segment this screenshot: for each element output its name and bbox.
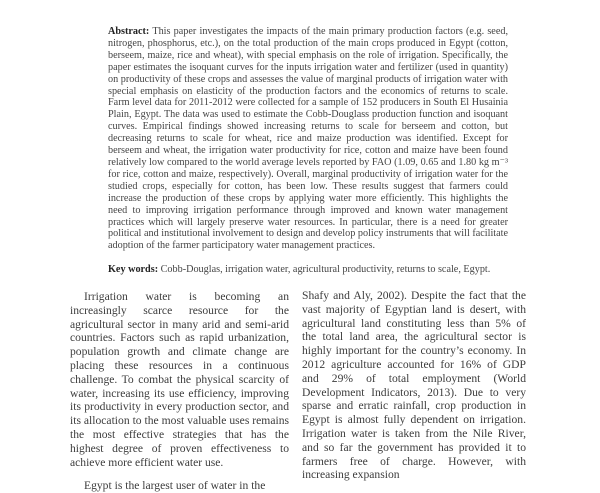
paragraph: Shafy and Aly, 2002). Despite the fact that the vast majority of Egyptian land is desert, with agricultural land constituting less than 5% of the total land area, the agricultural sector is highly important for the country’s economy. In 2012 agriculture accounted for 16% of GDP and 29% of total employment (World Development Indicators, 2013). Due to very sparse and erratic rainfall, crop production in Egypt is almost fully dependent on irrigation. Irrigation water is taken from the Nile River, and so far the government has provided it to farmers free of charge. However, with increasing expansion — [302, 289, 526, 482]
body-right-column — [302, 289, 526, 482]
keywords — [108, 264, 508, 276]
keywords-label: Key words: — [108, 264, 159, 275]
abstract — [108, 26, 508, 252]
abstract-text: This paper investigates the impacts of the main primary production factors (e.g. seed, nitrogen, phosphorus, etc.), on the total production of the main crops produced in Egypt (cotton, berseem, maize, rice and wheat), with special emphasis on the role of irrigation. Specifically, the paper estimates the isoquant curves for the inputs irrigation water and fertilizer (used in quantity) on productivity of these crops and assesses the value of marginal products of irrigation water with special emphasis on elasticity of the production factors and the economics of returns to scale. Farm level data for 2011-2012 were collected for a sample of 152 producers in South El Husainia Plain, Egypt. The data was used to estimate the Cobb-Douglass production function and isoquant curves. Empirical findings showed increasing returns to scale for berseem and cotton, but decreasing returns to scale for wheat, rice and maize production was identified. Except for berseem and wheat, the irrigation water productivity for rice, cotton and maize have been found relatively low compared to the world average levels reported by FAO (1.09, 0.65 and 1.80 kg m⁻³ for rice, cotton and maize, respectively). Overall, marginal productivity of irrigation water for the studied crops, especially for cotton, has been low. These results suggest that farmers could increase the production of these crops by applying water more efficiently. This highlights the need to improving irrigation performance through improved and known water management practices which will largely preserve water resources. In particular, there is a need for greater political and institutional involvement to design and develop policy instruments that will facilitate adoption of the farmer participatory water management practices. — [108, 26, 508, 252]
paragraph: Egypt is the largest user of water in the — [84, 479, 266, 493]
paragraph: Irrigation water is becoming an increasingly scarce resource for the agricultural sector in many arid and semi-arid countries. Factors such as rapid urbanization, population growth and climate change are placing these resources in a continuous challenge. To combat the physical scarcity of water, increasing its use efficiency, improving its productivity in every production sector, and its allocation to the most valuable uses remains the most effective strategies that has the highest degree of proven effectiveness to achieve more efficient water use. — [70, 290, 289, 469]
keywords-text: Cobb-Douglas, irrigation water, agricultural productivity, returns to scale, Egypt. — [160, 264, 491, 275]
abstract-label: Abstract: — [108, 26, 150, 37]
body-left-column — [70, 290, 289, 493]
